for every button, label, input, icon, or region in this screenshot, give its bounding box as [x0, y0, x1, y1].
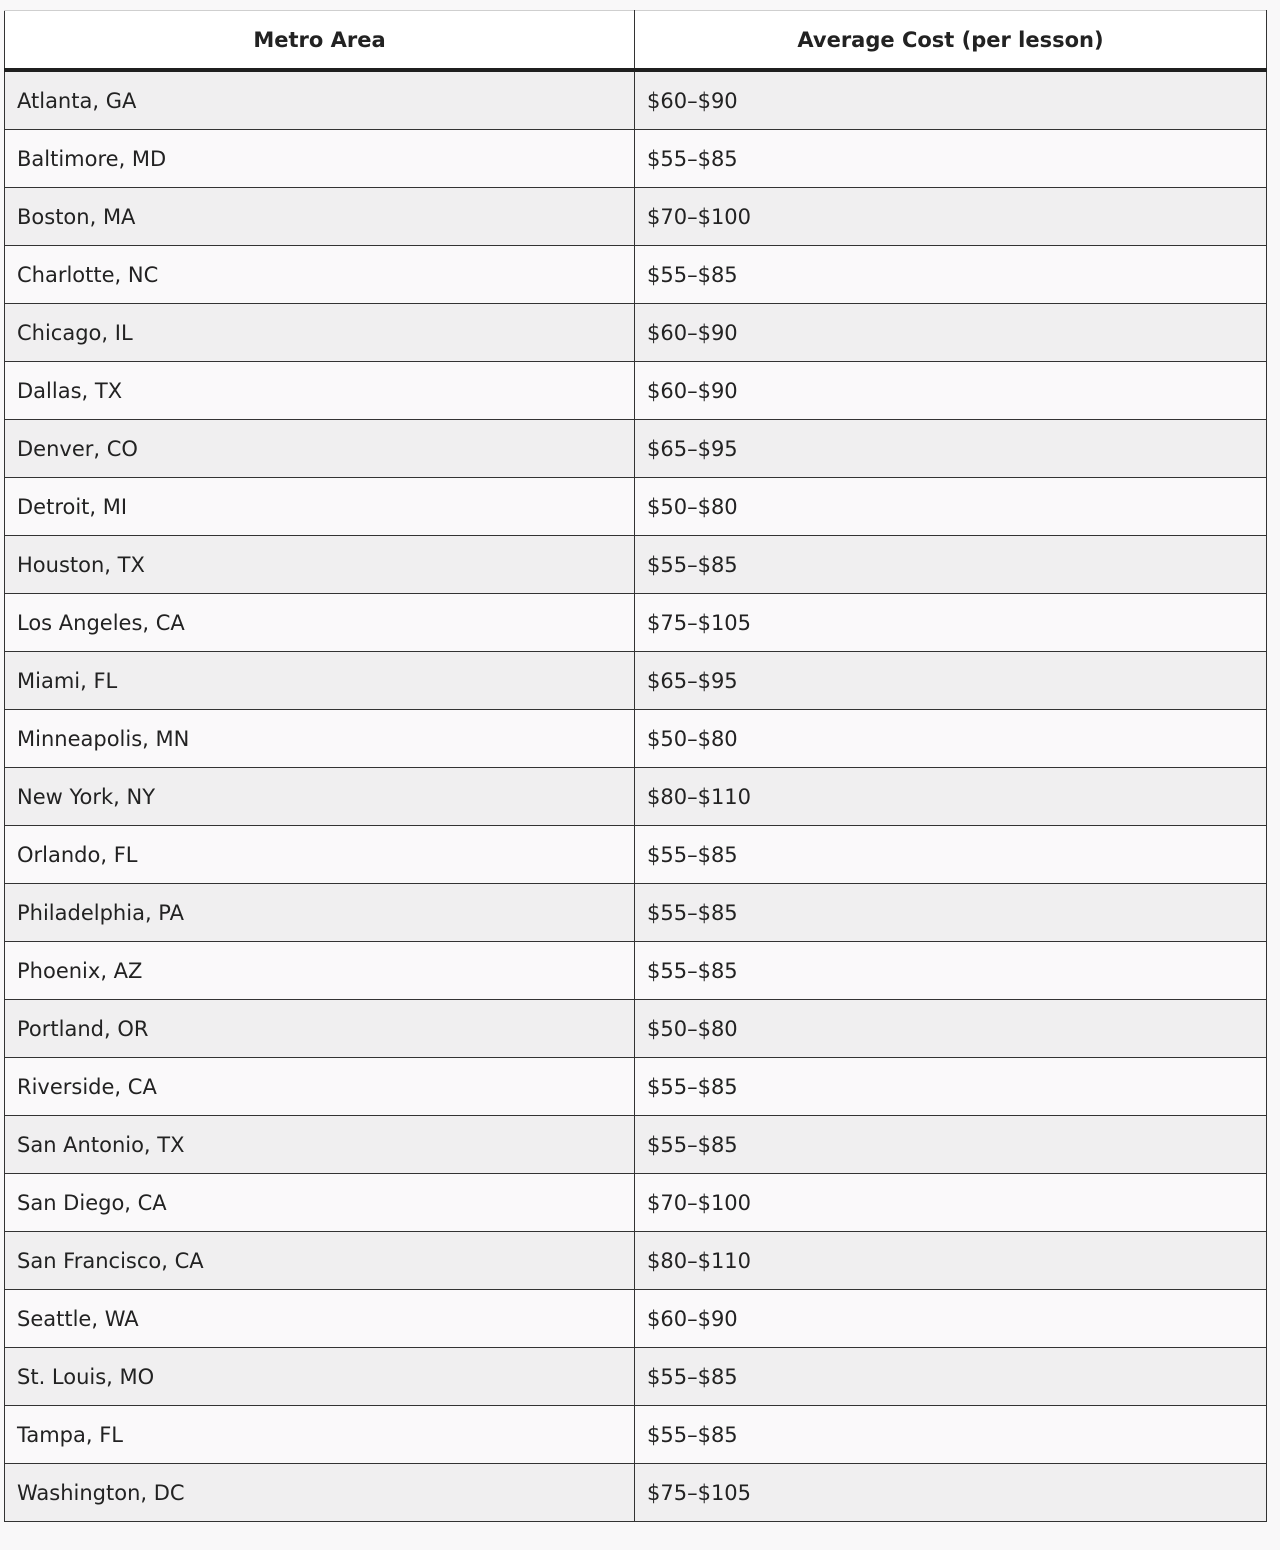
table-row — [5, 1058, 1267, 1116]
cost-table-container — [4, 10, 1266, 1522]
table-row — [5, 1232, 1267, 1290]
table-row — [5, 884, 1267, 942]
metro-area-cell: Portland, OR — [5, 1000, 635, 1058]
table-row — [5, 536, 1267, 594]
table-row — [5, 304, 1267, 362]
metro-area-cell: San Francisco, CA — [5, 1232, 635, 1290]
average-cost-cell: $50–$80 — [635, 478, 1267, 536]
metro-area-cell: San Diego, CA — [5, 1174, 635, 1232]
metro-area-cell: Riverside, CA — [5, 1058, 635, 1116]
average-cost-cell: $55–$85 — [635, 536, 1267, 594]
average-cost-cell: $50–$80 — [635, 1000, 1267, 1058]
average-cost-cell: $55–$85 — [635, 1348, 1267, 1406]
metro-area-cell: Chicago, IL — [5, 304, 635, 362]
table-row — [5, 188, 1267, 246]
average-cost-cell: $50–$80 — [635, 710, 1267, 768]
metro-area-cell: Tampa, FL — [5, 1406, 635, 1464]
metro-cost-table — [4, 10, 1267, 1522]
average-cost-cell: $55–$85 — [635, 942, 1267, 1000]
table-body — [5, 70, 1267, 1522]
average-cost-cell: $70–$100 — [635, 1174, 1267, 1232]
table-row — [5, 70, 1267, 130]
average-cost-cell: $55–$85 — [635, 826, 1267, 884]
table-row — [5, 130, 1267, 188]
table-row — [5, 1348, 1267, 1406]
table-row — [5, 1406, 1267, 1464]
header-average-cost: Average Cost (per lesson) — [635, 11, 1267, 71]
metro-area-cell: Washington, DC — [5, 1464, 635, 1522]
table-row — [5, 652, 1267, 710]
table-row — [5, 942, 1267, 1000]
metro-area-cell: St. Louis, MO — [5, 1348, 635, 1406]
average-cost-cell: $60–$90 — [635, 1290, 1267, 1348]
metro-area-cell: Charlotte, NC — [5, 246, 635, 304]
table-header — [5, 11, 1267, 71]
metro-area-cell: Orlando, FL — [5, 826, 635, 884]
table-row — [5, 362, 1267, 420]
table-row — [5, 1000, 1267, 1058]
average-cost-cell: $60–$90 — [635, 362, 1267, 420]
average-cost-cell: $55–$85 — [635, 1116, 1267, 1174]
average-cost-cell: $75–$105 — [635, 1464, 1267, 1522]
average-cost-cell: $55–$85 — [635, 130, 1267, 188]
metro-area-cell: Seattle, WA — [5, 1290, 635, 1348]
table-row — [5, 420, 1267, 478]
metro-area-cell: Philadelphia, PA — [5, 884, 635, 942]
table-row — [5, 710, 1267, 768]
average-cost-cell: $75–$105 — [635, 594, 1267, 652]
header-metro-area: Metro Area — [5, 11, 635, 71]
metro-area-cell: Houston, TX — [5, 536, 635, 594]
average-cost-cell: $60–$90 — [635, 304, 1267, 362]
metro-area-cell: Detroit, MI — [5, 478, 635, 536]
metro-area-cell: San Antonio, TX — [5, 1116, 635, 1174]
average-cost-cell: $70–$100 — [635, 188, 1267, 246]
metro-area-cell: Boston, MA — [5, 188, 635, 246]
average-cost-cell: $55–$85 — [635, 246, 1267, 304]
average-cost-cell: $65–$95 — [635, 420, 1267, 478]
average-cost-cell: $80–$110 — [635, 768, 1267, 826]
metro-area-cell: New York, NY — [5, 768, 635, 826]
average-cost-cell: $60–$90 — [635, 70, 1267, 130]
metro-area-cell: Atlanta, GA — [5, 70, 635, 130]
metro-area-cell: Baltimore, MD — [5, 130, 635, 188]
table-row — [5, 768, 1267, 826]
table-row — [5, 1116, 1267, 1174]
table-row — [5, 1174, 1267, 1232]
table-row — [5, 594, 1267, 652]
metro-area-cell: Dallas, TX — [5, 362, 635, 420]
metro-area-cell: Miami, FL — [5, 652, 635, 710]
table-row — [5, 478, 1267, 536]
metro-area-cell: Denver, CO — [5, 420, 635, 478]
table-row — [5, 826, 1267, 884]
average-cost-cell: $55–$85 — [635, 1058, 1267, 1116]
metro-area-cell: Los Angeles, CA — [5, 594, 635, 652]
table-row — [5, 1464, 1267, 1522]
average-cost-cell: $55–$85 — [635, 884, 1267, 942]
table-row — [5, 246, 1267, 304]
metro-area-cell: Phoenix, AZ — [5, 942, 635, 1000]
table-row — [5, 1290, 1267, 1348]
average-cost-cell: $55–$85 — [635, 1406, 1267, 1464]
metro-area-cell: Minneapolis, MN — [5, 710, 635, 768]
average-cost-cell: $65–$95 — [635, 652, 1267, 710]
average-cost-cell: $80–$110 — [635, 1232, 1267, 1290]
header-row — [5, 11, 1267, 71]
